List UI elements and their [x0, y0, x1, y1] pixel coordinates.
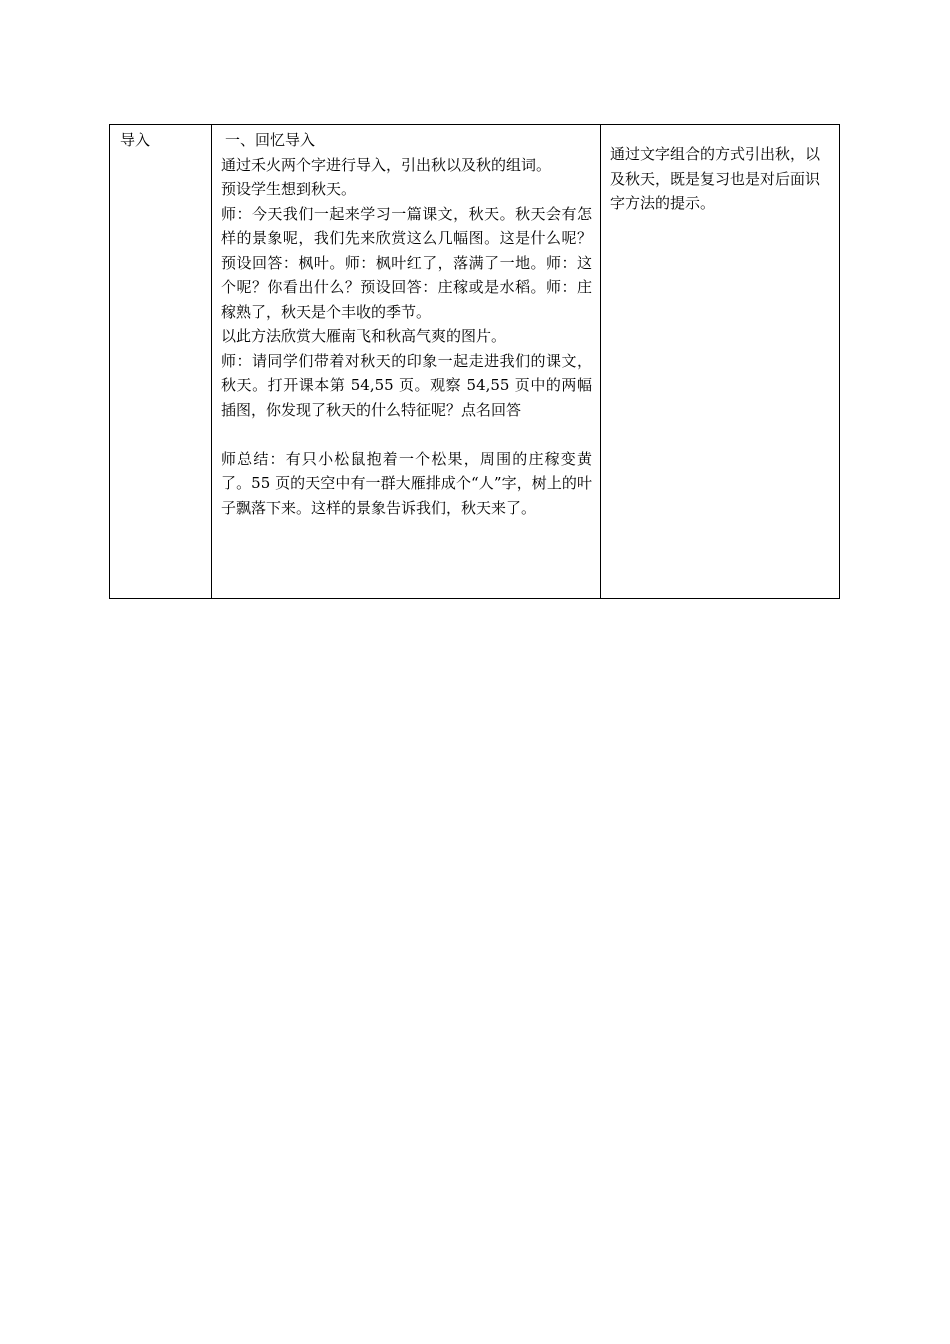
table-row [110, 125, 840, 599]
content-paragraph: 师：请同学们带着对秋天的印象一起走进我们的课文，秋天。打开课本第 54,55 页。观察 54,55 页中的两幅插图，你发现了秋天的什么特征呢？点名回答 [221, 351, 592, 419]
content-paragraph: 通过禾火两个字进行导入，引出秋以及秋的组词。 [221, 155, 552, 174]
paragraph-spacer [221, 422, 592, 447]
lesson-plan-table [109, 124, 840, 599]
stage-cell [110, 125, 212, 599]
content-body [212, 125, 600, 520]
design-note: 通过文字组合的方式引出秋，以及秋天，既是复习也是对后面识字方法的提示。 [610, 145, 821, 212]
note-cell [601, 125, 840, 599]
content-paragraph: 师：今天我们一起来学习一篇课文，秋天。秋天会有怎样的景象呢，我们先来欣赏这么几幅图。这是什么呢？预设回答：枫叶。师：枫叶红了，落满了一地。师：这个呢？你看出什么？预设回答：庄稼或是水稻。师：庄稼熟了，秋天是个丰收的季节。 [221, 204, 592, 321]
content-paragraph: 以此方法欣赏大雁南飞和秋高气爽的图片。 [221, 327, 507, 345]
content-paragraph: 预设学生想到秋天。 [221, 180, 357, 198]
stage-label: 导入 [120, 131, 151, 149]
content-cell [212, 125, 601, 599]
section-heading: 一、回忆导入 [225, 131, 316, 149]
summary-paragraph: 师总结：有只小松鼠抱着一个松果，周围的庄稼变黄了。55 页的天空中有一群大雁排成个“人”字，树上的叶子飘落下来。这样的景象告诉我们，秋天来了。 [221, 449, 592, 517]
